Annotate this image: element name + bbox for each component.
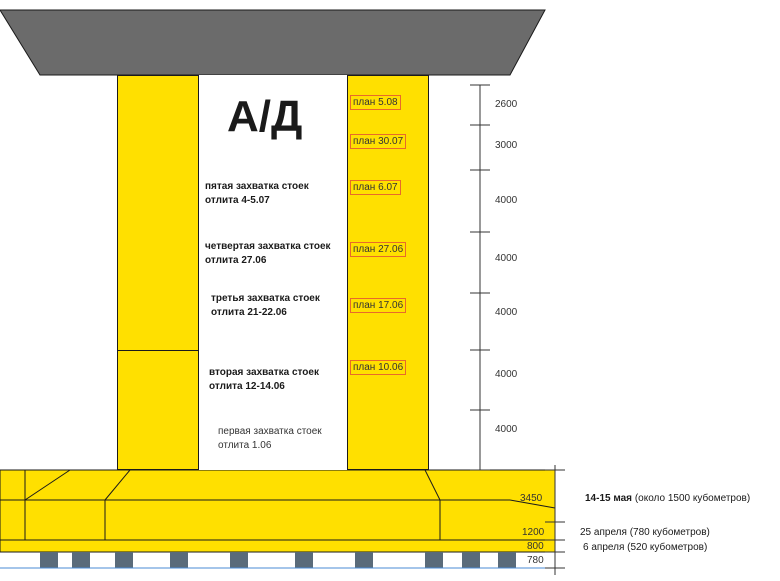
dimension-label: 4000: [495, 424, 518, 435]
stage-line: пятая захватка стоек: [205, 181, 309, 192]
column-left-yellow: [117, 75, 199, 470]
stage-label: [211, 292, 320, 320]
stage-line: отлита 4-5.07: [205, 195, 270, 206]
stage-label: [209, 366, 319, 394]
dimension-label: 3450: [520, 493, 543, 504]
dimension-label: 3000: [495, 140, 518, 151]
dimension-label: 2600: [495, 99, 518, 110]
dimension-label: 4000: [495, 195, 518, 206]
stage-line: первая захватка стоек: [218, 426, 322, 437]
stage-label: [205, 180, 309, 208]
pour-volume: (520 кубометров): [627, 542, 708, 553]
dimension-label: 1200: [522, 527, 545, 538]
dimension-label: 4000: [495, 253, 518, 264]
stage-label: [218, 425, 322, 453]
plan-label: план 17.06: [350, 298, 406, 313]
pour-note: [585, 493, 750, 504]
pour-note: [580, 527, 710, 538]
stage-line: отлита 12-14.06: [209, 381, 285, 392]
pour-note: [583, 542, 707, 553]
stage-line: отлита 27.06: [205, 255, 267, 266]
plan-label: план 10.06: [350, 360, 406, 375]
stage-line: четвертая захватка стоек: [205, 241, 331, 252]
plan-label: план 27.06: [350, 242, 406, 257]
stage-line: вторая захватка стоек: [209, 367, 319, 378]
plan-label: план 6.07: [350, 180, 401, 195]
plan-label: план 5.08: [350, 95, 401, 110]
pour-volume: (около 1500 кубометров): [634, 493, 751, 504]
stage-label: [205, 240, 331, 268]
piles: [40, 552, 516, 568]
stage-line: отлита 21-22.06: [211, 307, 287, 318]
foundation-layer-800: [0, 540, 555, 552]
footing-block: [0, 470, 555, 540]
column-title: А/Д: [227, 92, 303, 141]
dimension-label: 800: [527, 541, 544, 552]
plan-label: план 30.07: [350, 134, 406, 149]
pour-date: 6 апреля: [583, 542, 625, 553]
stage-line: отлита 1.06: [218, 440, 272, 451]
dimension-label: 4000: [495, 369, 518, 380]
pour-date: 14-15 мая: [585, 493, 633, 504]
stage-line: третья захватка стоек: [211, 293, 320, 304]
pour-date: 25 апреля: [580, 527, 627, 538]
column-joint-line: [117, 350, 199, 351]
pour-volume: (780 кубометров): [629, 527, 710, 538]
dimension-label: 780: [527, 555, 544, 566]
cap-beam: [0, 10, 545, 75]
dimension-label: 4000: [495, 307, 518, 318]
